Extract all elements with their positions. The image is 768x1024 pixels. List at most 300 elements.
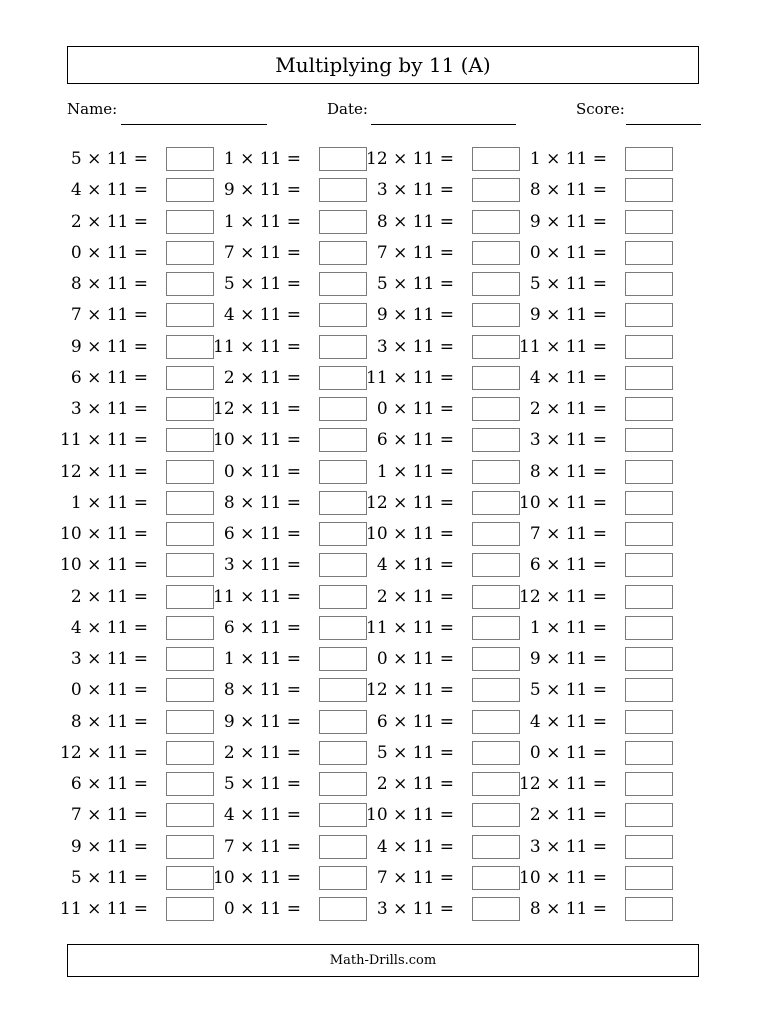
answer-box[interactable]	[166, 428, 214, 452]
answer-box[interactable]	[472, 366, 520, 390]
problem-expression: 0 × 11 =	[223, 899, 301, 919]
problem-expression: 7 × 11 =	[223, 836, 301, 857]
problem-item	[213, 866, 367, 890]
problem-item	[64, 772, 214, 796]
answer-box[interactable]	[319, 522, 367, 546]
problem-expression: 9 × 11 =	[376, 305, 454, 326]
problem-item	[64, 835, 214, 859]
problem-item	[523, 178, 673, 202]
problem-item	[217, 835, 367, 859]
answer-box[interactable]	[472, 241, 520, 265]
answer-box[interactable]	[472, 272, 520, 296]
answer-box[interactable]	[472, 210, 520, 234]
answer-box[interactable]	[166, 397, 214, 421]
answer-box[interactable]	[625, 366, 673, 390]
answer-box[interactable]	[166, 866, 214, 890]
problem-item	[523, 272, 673, 296]
answer-box[interactable]	[166, 772, 214, 796]
answer-box[interactable]	[625, 710, 673, 734]
answer-box[interactable]	[166, 616, 214, 640]
problem-expression: 7 × 11 =	[70, 305, 148, 326]
problem-item	[519, 772, 673, 796]
answer-box[interactable]	[319, 710, 367, 734]
problem-expression: 0 × 11 =	[529, 242, 607, 263]
problem-item	[64, 210, 214, 234]
problem-item	[213, 585, 367, 609]
answer-box[interactable]	[319, 241, 367, 265]
problem-expression: 4 × 11 =	[70, 180, 148, 201]
problem-item	[370, 553, 520, 577]
problem-item	[64, 616, 214, 640]
problem-item	[519, 335, 673, 359]
answer-box[interactable]	[472, 491, 520, 515]
problem-expression: 4 × 11 =	[223, 305, 301, 326]
answer-box[interactable]	[166, 178, 214, 202]
problem-item	[370, 428, 520, 452]
answer-box[interactable]	[625, 335, 673, 359]
problem-expression: 9 × 11 =	[70, 336, 148, 357]
answer-box[interactable]	[625, 772, 673, 796]
problem-item	[523, 428, 673, 452]
problem-expression: 2 × 11 =	[376, 774, 454, 794]
answer-box[interactable]	[319, 397, 367, 421]
problem-expression: 10 × 11 =	[519, 867, 607, 888]
problem-item	[217, 678, 367, 702]
answer-box[interactable]	[625, 553, 673, 577]
problem-expression: 0 × 11 =	[376, 399, 454, 419]
problem-expression: 9 × 11 =	[223, 180, 301, 201]
answer-box[interactable]	[166, 835, 214, 859]
problem-item	[64, 241, 214, 265]
answer-box[interactable]	[625, 866, 673, 890]
answer-box[interactable]	[319, 866, 367, 890]
problem-expression: 4 × 11 =	[376, 555, 454, 576]
problem-expression: 9 × 11 =	[529, 211, 607, 232]
problem-expression: 1 × 11 =	[223, 211, 301, 232]
problem-item	[370, 866, 520, 890]
answer-box[interactable]	[166, 522, 214, 546]
problem-expression: 4 × 11 =	[529, 711, 607, 732]
answer-box[interactable]	[625, 647, 673, 671]
problem-item	[370, 210, 520, 234]
answer-box[interactable]	[166, 335, 214, 359]
answer-box[interactable]	[166, 272, 214, 296]
problem-expression: 5 × 11 =	[70, 149, 148, 169]
problem-expression: 4 × 11 =	[376, 836, 454, 857]
problem-expression: 4 × 11 =	[70, 617, 148, 638]
problem-expression: 0 × 11 =	[223, 461, 301, 482]
answer-box[interactable]	[625, 460, 673, 484]
problem-item	[60, 897, 214, 921]
problem-item	[217, 272, 367, 296]
problem-expression: 2 × 11 =	[376, 586, 454, 607]
answer-box[interactable]	[166, 897, 214, 921]
answer-box[interactable]	[319, 678, 367, 702]
answer-box[interactable]	[319, 272, 367, 296]
problem-item	[64, 178, 214, 202]
problem-expression: 3 × 11 =	[376, 899, 454, 919]
answer-box[interactable]	[319, 460, 367, 484]
problem-expression: 2 × 11 =	[70, 211, 148, 232]
problem-expression: 12 × 11 =	[366, 680, 454, 701]
problem-expression: 8 × 11 =	[70, 711, 148, 732]
answer-box[interactable]	[625, 897, 673, 921]
problem-item	[64, 147, 214, 171]
problem-expression: 11 × 11 =	[366, 367, 454, 388]
answer-box[interactable]	[319, 647, 367, 671]
answer-box[interactable]	[319, 835, 367, 859]
problem-item	[370, 897, 520, 921]
problem-item	[64, 491, 214, 515]
answer-box[interactable]	[319, 178, 367, 202]
problem-item	[523, 303, 673, 327]
problem-item	[370, 272, 520, 296]
problem-expression: 0 × 11 =	[70, 680, 148, 701]
problem-item	[217, 491, 367, 515]
problem-expression: 2 × 11 =	[223, 367, 301, 388]
problem-item	[64, 866, 214, 890]
answer-box[interactable]	[319, 803, 367, 827]
score-label: Score:	[576, 100, 625, 118]
footer-box	[67, 944, 699, 977]
problem-expression: 2 × 11 =	[70, 586, 148, 607]
answer-box[interactable]	[472, 178, 520, 202]
problem-item	[60, 553, 214, 577]
name-field[interactable]	[121, 124, 267, 125]
answer-box[interactable]	[472, 335, 520, 359]
answer-box[interactable]	[625, 522, 673, 546]
problem-expression: 6 × 11 =	[376, 430, 454, 451]
footer-credit: Math-Drills.com	[329, 953, 437, 968]
problem-expression: 6 × 11 =	[376, 711, 454, 732]
problem-item	[217, 553, 367, 577]
answer-box[interactable]	[319, 147, 367, 171]
problem-expression: 5 × 11 =	[529, 680, 607, 701]
problem-expression: 6 × 11 =	[529, 555, 607, 576]
problem-item	[523, 741, 673, 765]
problem-item	[370, 397, 520, 421]
answer-box[interactable]	[319, 897, 367, 921]
answer-box[interactable]	[166, 241, 214, 265]
answer-box[interactable]	[319, 366, 367, 390]
answer-box[interactable]	[472, 678, 520, 702]
problem-item	[217, 460, 367, 484]
problem-item	[370, 772, 520, 796]
problem-expression: 8 × 11 =	[529, 899, 607, 919]
problem-expression: 10 × 11 =	[519, 492, 607, 513]
problem-item	[64, 585, 214, 609]
problem-expression: 6 × 11 =	[223, 617, 301, 638]
answer-box[interactable]	[472, 397, 520, 421]
answer-box[interactable]	[472, 303, 520, 327]
problem-expression: 9 × 11 =	[529, 649, 607, 669]
problem-item	[217, 522, 367, 546]
problem-expression: 8 × 11 =	[70, 274, 148, 294]
problem-expression: 8 × 11 =	[529, 461, 607, 482]
problem-expression: 5 × 11 =	[376, 274, 454, 294]
problem-item	[213, 397, 367, 421]
problem-item	[523, 710, 673, 734]
problem-expression: 10 × 11 =	[60, 555, 148, 576]
problem-expression: 1 × 11 =	[376, 461, 454, 482]
problem-expression: 4 × 11 =	[529, 367, 607, 388]
answer-box[interactable]	[625, 178, 673, 202]
answer-box[interactable]	[319, 210, 367, 234]
answer-box[interactable]	[319, 303, 367, 327]
problem-expression: 7 × 11 =	[70, 805, 148, 826]
answer-box[interactable]	[166, 647, 214, 671]
answer-box[interactable]	[625, 428, 673, 452]
answer-box[interactable]	[625, 616, 673, 640]
problem-expression: 6 × 11 =	[223, 524, 301, 544]
answer-box[interactable]	[166, 741, 214, 765]
problem-item	[523, 616, 673, 640]
answer-box[interactable]	[625, 210, 673, 234]
date-label: Date:	[327, 100, 368, 118]
problem-expression: 10 × 11 =	[213, 867, 301, 888]
problem-item	[523, 553, 673, 577]
answer-box[interactable]	[472, 147, 520, 171]
answer-box[interactable]	[472, 647, 520, 671]
problem-item	[64, 303, 214, 327]
problem-item	[217, 647, 367, 671]
problem-item	[523, 147, 673, 171]
problem-expression: 11 × 11 =	[213, 336, 301, 357]
answer-box[interactable]	[625, 491, 673, 515]
worksheet-title-box	[67, 46, 699, 84]
problem-item	[217, 897, 367, 921]
problem-expression: 2 × 11 =	[529, 805, 607, 826]
problem-item	[523, 397, 673, 421]
problem-expression: 12 × 11 =	[519, 774, 607, 794]
problem-expression: 5 × 11 =	[223, 274, 301, 294]
problem-item	[370, 241, 520, 265]
problem-item	[64, 678, 214, 702]
problem-item	[64, 366, 214, 390]
problem-item	[523, 460, 673, 484]
answer-box[interactable]	[319, 616, 367, 640]
problem-item	[370, 710, 520, 734]
problem-expression: 3 × 11 =	[376, 180, 454, 201]
problem-expression: 5 × 11 =	[223, 774, 301, 794]
answer-box[interactable]	[625, 741, 673, 765]
problem-item	[519, 585, 673, 609]
problem-expression: 12 × 11 =	[60, 461, 148, 482]
problem-expression: 9 × 11 =	[223, 711, 301, 732]
problem-item	[60, 741, 214, 765]
problem-expression: 11 × 11 =	[60, 899, 148, 919]
problem-item	[217, 803, 367, 827]
problem-item	[523, 897, 673, 921]
problem-expression: 3 × 11 =	[223, 555, 301, 576]
answer-box[interactable]	[166, 147, 214, 171]
problem-item	[217, 616, 367, 640]
answer-box[interactable]	[472, 522, 520, 546]
problem-expression: 1 × 11 =	[223, 149, 301, 169]
answer-box[interactable]	[319, 772, 367, 796]
answer-box[interactable]	[472, 710, 520, 734]
answer-box[interactable]	[625, 303, 673, 327]
problem-expression: 8 × 11 =	[223, 680, 301, 701]
problem-item	[64, 647, 214, 671]
problem-expression: 1 × 11 =	[529, 617, 607, 638]
answer-box[interactable]	[472, 616, 520, 640]
answer-box[interactable]	[625, 585, 673, 609]
problem-item	[366, 678, 520, 702]
problem-expression: 3 × 11 =	[529, 836, 607, 857]
answer-box[interactable]	[625, 272, 673, 296]
answer-box[interactable]	[472, 803, 520, 827]
problem-item	[213, 428, 367, 452]
problem-item	[370, 647, 520, 671]
problem-item	[217, 366, 367, 390]
problem-expression: 7 × 11 =	[376, 867, 454, 888]
problem-item	[217, 147, 367, 171]
answer-box[interactable]	[625, 835, 673, 859]
problem-item	[523, 522, 673, 546]
name-label: Name:	[67, 100, 118, 118]
problem-item	[523, 803, 673, 827]
problem-expression: 1 × 11 =	[70, 492, 148, 513]
problem-expression: 8 × 11 =	[376, 211, 454, 232]
problem-item	[366, 147, 520, 171]
answer-box[interactable]	[625, 678, 673, 702]
problem-item	[64, 335, 214, 359]
problem-item	[370, 585, 520, 609]
student-info-row	[0, 100, 768, 126]
problem-item	[217, 772, 367, 796]
answer-box[interactable]	[166, 366, 214, 390]
problem-expression: 0 × 11 =	[376, 649, 454, 669]
problem-item	[217, 303, 367, 327]
problem-item	[366, 366, 520, 390]
problem-item	[217, 178, 367, 202]
answer-box[interactable]	[166, 460, 214, 484]
answer-box[interactable]	[472, 835, 520, 859]
problem-item	[64, 803, 214, 827]
answer-box[interactable]	[166, 803, 214, 827]
problem-item	[217, 741, 367, 765]
problem-expression: 7 × 11 =	[529, 524, 607, 544]
problem-item	[366, 803, 520, 827]
problem-expression: 7 × 11 =	[376, 242, 454, 263]
problem-item	[523, 210, 673, 234]
problem-item	[370, 460, 520, 484]
problem-expression: 9 × 11 =	[529, 305, 607, 326]
problem-item	[366, 616, 520, 640]
problem-item	[519, 866, 673, 890]
problem-item	[523, 835, 673, 859]
answer-box[interactable]	[319, 491, 367, 515]
answer-box[interactable]	[319, 553, 367, 577]
answer-box[interactable]	[166, 553, 214, 577]
answer-box[interactable]	[472, 585, 520, 609]
answer-box[interactable]	[319, 335, 367, 359]
problem-item	[370, 741, 520, 765]
problem-item	[370, 303, 520, 327]
problem-item	[519, 491, 673, 515]
problem-item	[370, 835, 520, 859]
problem-item	[64, 397, 214, 421]
problem-expression: 8 × 11 =	[529, 180, 607, 201]
problem-item	[523, 366, 673, 390]
problem-item	[523, 647, 673, 671]
problem-expression: 3 × 11 =	[70, 649, 148, 669]
answer-box[interactable]	[166, 491, 214, 515]
answer-box[interactable]	[472, 897, 520, 921]
problem-item	[217, 210, 367, 234]
problem-expression: 8 × 11 =	[223, 492, 301, 513]
problem-expression: 4 × 11 =	[223, 805, 301, 826]
answer-box[interactable]	[472, 772, 520, 796]
problem-expression: 12 × 11 =	[213, 399, 301, 419]
problem-expression: 12 × 11 =	[60, 742, 148, 763]
answer-box[interactable]	[625, 803, 673, 827]
problem-expression: 1 × 11 =	[223, 649, 301, 669]
problem-item	[366, 522, 520, 546]
answer-box[interactable]	[166, 210, 214, 234]
answer-box[interactable]	[472, 741, 520, 765]
problem-expression: 0 × 11 =	[529, 742, 607, 763]
answer-box[interactable]	[472, 553, 520, 577]
problem-expression: 5 × 11 =	[529, 274, 607, 294]
problem-item	[60, 522, 214, 546]
problem-expression: 6 × 11 =	[70, 774, 148, 794]
problem-item	[60, 428, 214, 452]
problem-item	[64, 272, 214, 296]
problem-expression: 6 × 11 =	[70, 367, 148, 388]
problem-expression: 11 × 11 =	[366, 617, 454, 638]
score-field[interactable]	[626, 124, 701, 125]
problem-expression: 3 × 11 =	[376, 336, 454, 357]
problem-item	[366, 491, 520, 515]
problem-expression: 3 × 11 =	[529, 430, 607, 451]
problem-expression: 11 × 11 =	[60, 430, 148, 451]
problem-item	[60, 460, 214, 484]
problem-item	[370, 335, 520, 359]
answer-box[interactable]	[166, 303, 214, 327]
problem-expression: 3 × 11 =	[70, 399, 148, 419]
answer-box[interactable]	[166, 585, 214, 609]
problem-expression: 12 × 11 =	[519, 586, 607, 607]
answer-box[interactable]	[166, 678, 214, 702]
answer-box[interactable]	[625, 397, 673, 421]
answer-box[interactable]	[472, 460, 520, 484]
problem-item	[217, 710, 367, 734]
answer-box[interactable]	[472, 428, 520, 452]
problem-expression: 5 × 11 =	[376, 742, 454, 763]
problem-expression: 12 × 11 =	[366, 492, 454, 513]
problem-expression: 2 × 11 =	[223, 742, 301, 763]
problem-expression: 10 × 11 =	[60, 524, 148, 544]
problem-expression: 10 × 11 =	[213, 430, 301, 451]
problem-item	[213, 335, 367, 359]
answer-box[interactable]	[625, 147, 673, 171]
problem-expression: 2 × 11 =	[529, 399, 607, 419]
answer-box[interactable]	[166, 710, 214, 734]
answer-box[interactable]	[319, 585, 367, 609]
problem-item	[217, 241, 367, 265]
answer-box[interactable]	[472, 866, 520, 890]
problem-expression: 7 × 11 =	[223, 242, 301, 263]
date-field[interactable]	[371, 124, 516, 125]
problem-item	[370, 178, 520, 202]
answer-box[interactable]	[625, 241, 673, 265]
problem-expression: 0 × 11 =	[70, 242, 148, 263]
answer-box[interactable]	[319, 741, 367, 765]
problem-item	[523, 241, 673, 265]
answer-box[interactable]	[319, 428, 367, 452]
